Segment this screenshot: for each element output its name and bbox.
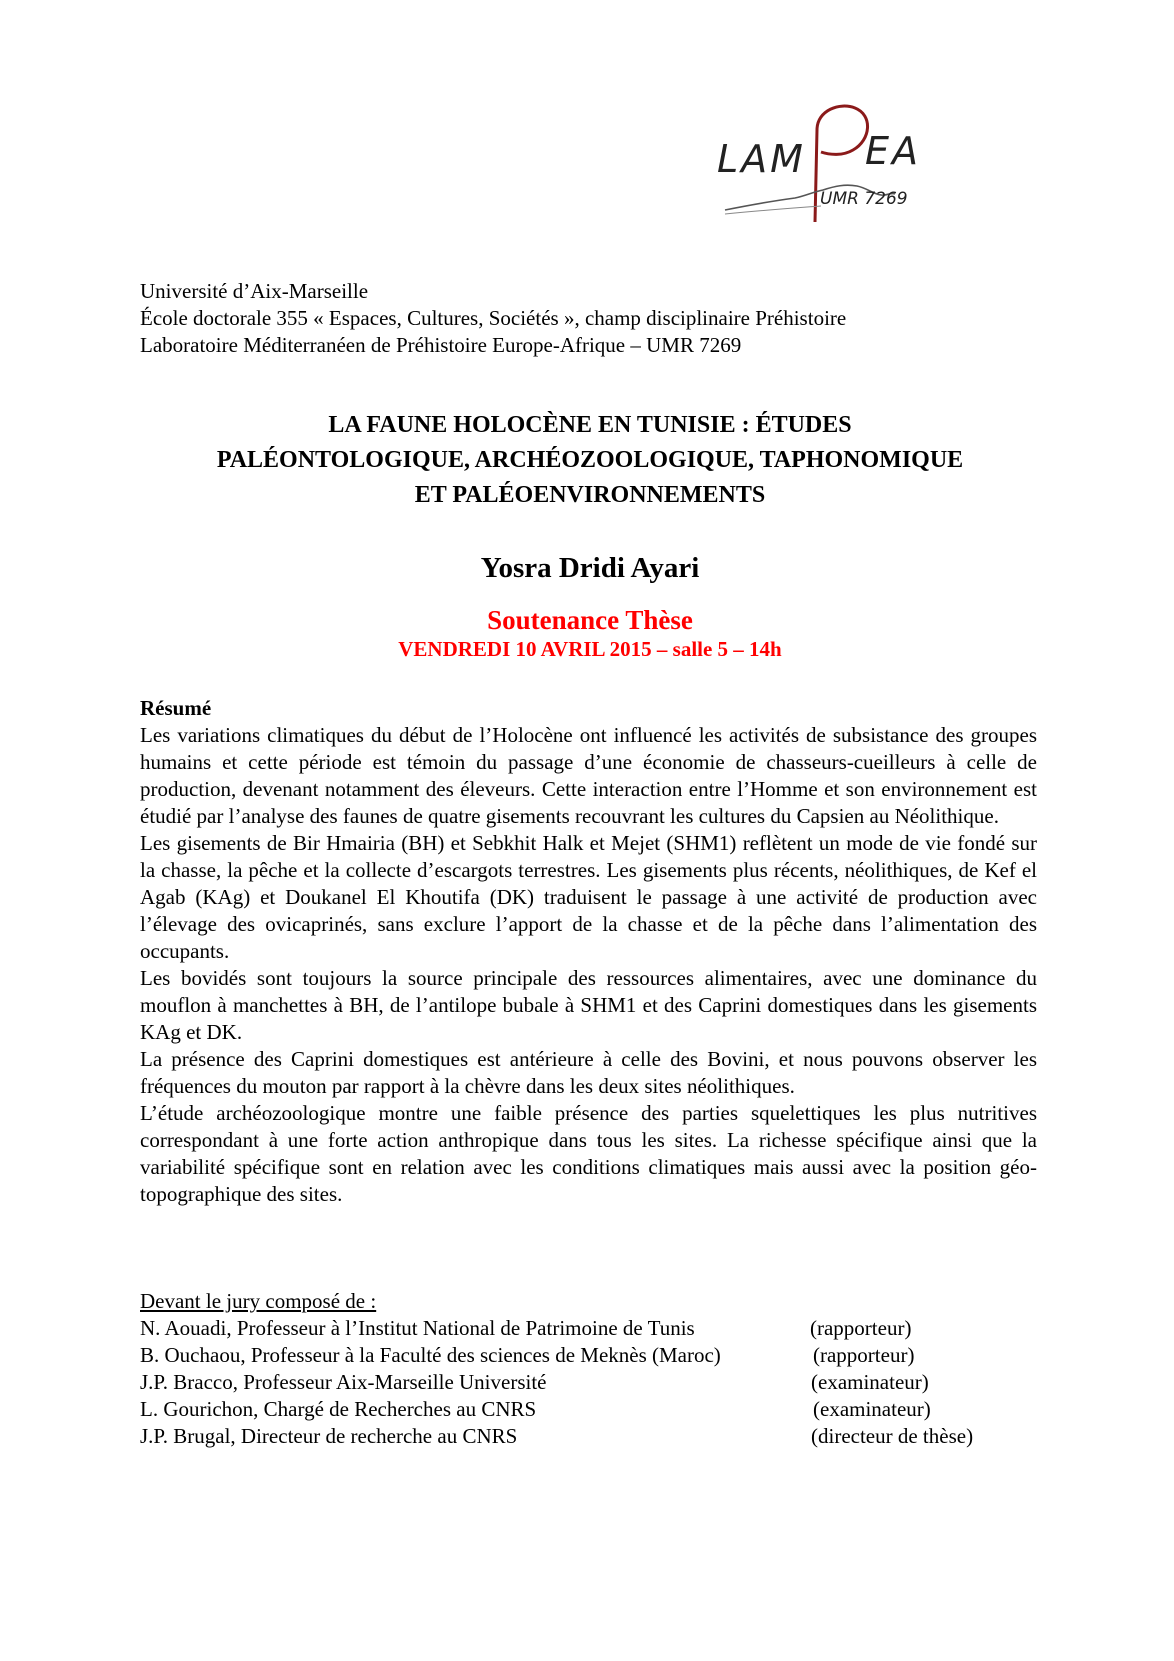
abstract-paragraph: L’étude archéozoologique montre une faible présence des parties squelettiques les plus nutritives correspondant à une forte action anthropique dans tous les sites. La richesse spécifique ainsi que la variabilité spécifique sont en relation avec les conditions climatiques mais aussi avec la position géo-topographique des sites. xyxy=(140,1101,1037,1206)
thesis-title-line: ET PALÉOENVIRONNEMENTS xyxy=(414,482,766,508)
jury-member-row xyxy=(140,1369,1040,1396)
event-date: VENDREDI 10 AVRIL 2015 – salle 5 – 14h xyxy=(398,637,782,661)
abstract-paragraph: Les bovidés sont toujours la source principale des ressources alimentaires, avec une dominance du mouflon à manchettes à BH, de l’antilope bubale à SHM1 et des Caprini domestiques dans les gisements KAg et DK. xyxy=(140,966,1037,1044)
logo-text-ea: EA xyxy=(865,129,922,173)
abstract-section xyxy=(140,695,1037,1208)
affiliation-university: Université d’Aix-Marseille xyxy=(140,279,369,303)
jury-member-desc: L. Gourichon, Chargé de Recherches au CNRS xyxy=(140,1397,537,1421)
lampea-logo-icon xyxy=(717,100,960,230)
jury-member-desc: J.P. Brugal, Directeur de recherche au CNRS xyxy=(140,1424,518,1448)
jury-member-desc: N. Aouadi, Professeur à l’Institut National de Patrimoine de Tunis xyxy=(140,1316,695,1340)
abstract-heading: Résumé xyxy=(140,696,212,720)
thesis-title xyxy=(140,408,1040,513)
logo-text-umr: UMR 7269 xyxy=(820,189,908,209)
abstract-paragraph: La présence des Caprini domestiques est antérieure à celle des Bovini, et nous pouvons observer les fréquences du mouton par rapport à la chèvre dans les deux sites néolithiques. xyxy=(140,1047,1037,1098)
thesis-title-line: PALÉONTOLOGIQUE, ARCHÉOZOOLOGIQUE, TAPHONOMIQUE xyxy=(216,447,964,473)
jury-member-role: (examinateur) xyxy=(813,1397,931,1421)
abstract-paragraph: Les variations climatiques du début de l’Holocène ont influencé les activités de subsistance des groupes humains et cette période est témoin du passage d’une économie de chasseurs-cueilleurs à celle de production, devenant notamment des éleveurs. Cette interaction entre l’Homme et son environnement est étudié par l’analyse des faunes de quatre gisements recouvrant les cultures du Capsien au Néolithique. xyxy=(140,723,1037,828)
jury-member-role: (rapporteur) xyxy=(810,1316,912,1340)
thesis-title-line: LA FAUNE HOLOCÈNE EN TUNISIE : ÉTUDES xyxy=(328,412,852,438)
jury-member-desc: B. Ouchaou, Professeur à la Faculté des sciences de Meknès (Maroc) xyxy=(140,1343,721,1367)
jury-member-role: (rapporteur) xyxy=(813,1343,915,1367)
jury-member-row xyxy=(140,1315,1040,1342)
affiliation-block xyxy=(140,278,846,359)
affiliation-laboratory: Laboratoire Méditerranéen de Préhistoire Europe-Afrique – UMR 7269 xyxy=(140,333,742,357)
jury-member-row xyxy=(140,1342,1040,1369)
jury-member-row xyxy=(140,1396,1040,1423)
abstract-paragraph: Les gisements de Bir Hmairia (BH) et Sebkhit Halk et Mejet (SHM1) reflètent un mode de vie fondé sur la chasse, la pêche et la collecte d’escargots terrestres. Les gisements plus récents, néolithiques, de Kef el Agab (KAg) et Doukanel El Khoutifa (DK) traduisent le passage à une activité de production avec l’élevage des ovicaprinés, sans exclure l’apport de la chasse et de la pêche dans l’alimentation des occupants. xyxy=(140,831,1037,963)
logo-text-lam: LAM xyxy=(717,137,806,181)
jury-member-role: (directeur de thèse) xyxy=(811,1424,974,1448)
author-name: Yosra Dridi Ayari xyxy=(480,552,700,584)
jury-member-role: (examinateur) xyxy=(811,1370,929,1394)
jury-heading: Devant le jury composé de : xyxy=(140,1289,377,1313)
affiliation-doctoral-school: École doctorale 355 « Espaces, Cultures, Sociétés », champ disciplinaire Préhistoire xyxy=(140,306,847,330)
jury-member-desc: J.P. Bracco, Professeur Aix-Marseille Université xyxy=(140,1370,547,1394)
jury-member-row xyxy=(140,1423,1040,1450)
event-label: Soutenance Thèse xyxy=(487,605,693,635)
jury-section xyxy=(140,1288,1040,1450)
